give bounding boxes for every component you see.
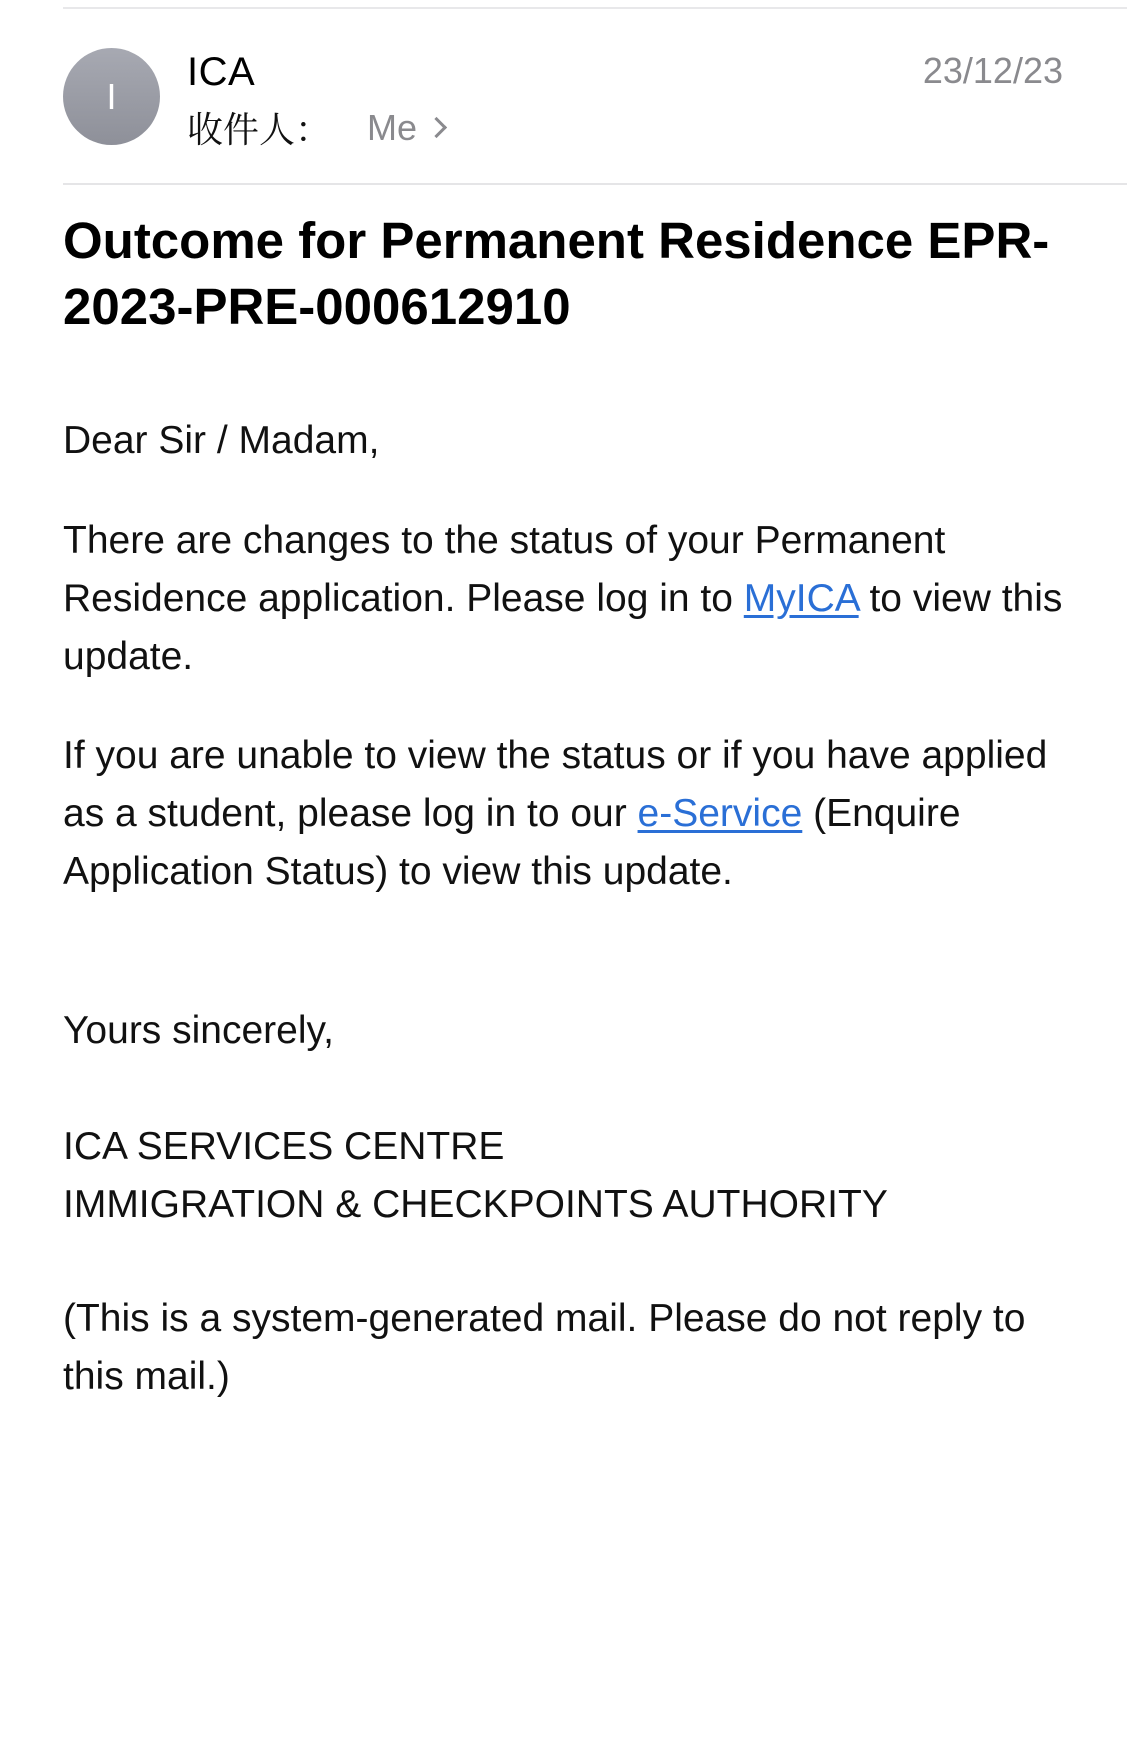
signature-line-2: IMMIGRATION & CHECKPOINTS AUTHORITY <box>63 1183 888 1226</box>
sender-avatar[interactable] <box>63 48 160 145</box>
avatar-initial: I <box>106 75 117 117</box>
paragraph-text: (Enquire Application Status) to view this update. <box>63 792 961 893</box>
recipient-label: 收件人： <box>187 109 332 150</box>
email-date: 23/12/23 <box>922 50 1063 91</box>
recipient-row <box>187 102 444 153</box>
email-closing: Yours sincerely, <box>63 1009 334 1052</box>
email-paragraph-eservice <box>63 727 1063 901</box>
paragraph-text: If you are unable to view the status or if you have applied as a student, please log in to our <box>63 734 1048 835</box>
email-paragraph-status <box>63 512 1063 686</box>
top-divider <box>63 7 1127 9</box>
recipient-value[interactable]: Me <box>367 106 418 148</box>
email-subject: Outcome for Permanent Residence EPR-2023-PRE-000612910 <box>63 212 1050 335</box>
paragraph-text: There are changes to the status of your Permanent Residence application. Please log in to <box>63 519 946 620</box>
email-greeting: Dear Sir / Madam, <box>63 419 380 462</box>
myica-link[interactable]: MyICA <box>743 577 859 620</box>
chevron-right-icon[interactable] <box>426 117 447 138</box>
sender-name[interactable]: ICA <box>187 50 256 94</box>
paragraph-text: to view this update. <box>63 577 1063 678</box>
eservice-link[interactable]: e-Service <box>637 792 803 835</box>
email-signature <box>63 1118 1063 1234</box>
signature-line-1: ICA SERVICES CENTRE <box>63 1125 505 1168</box>
email-header <box>63 30 1063 180</box>
system-note: (This is a system-generated mail. Please do not reply to this mail.) <box>63 1297 1026 1398</box>
header-divider <box>63 183 1127 185</box>
